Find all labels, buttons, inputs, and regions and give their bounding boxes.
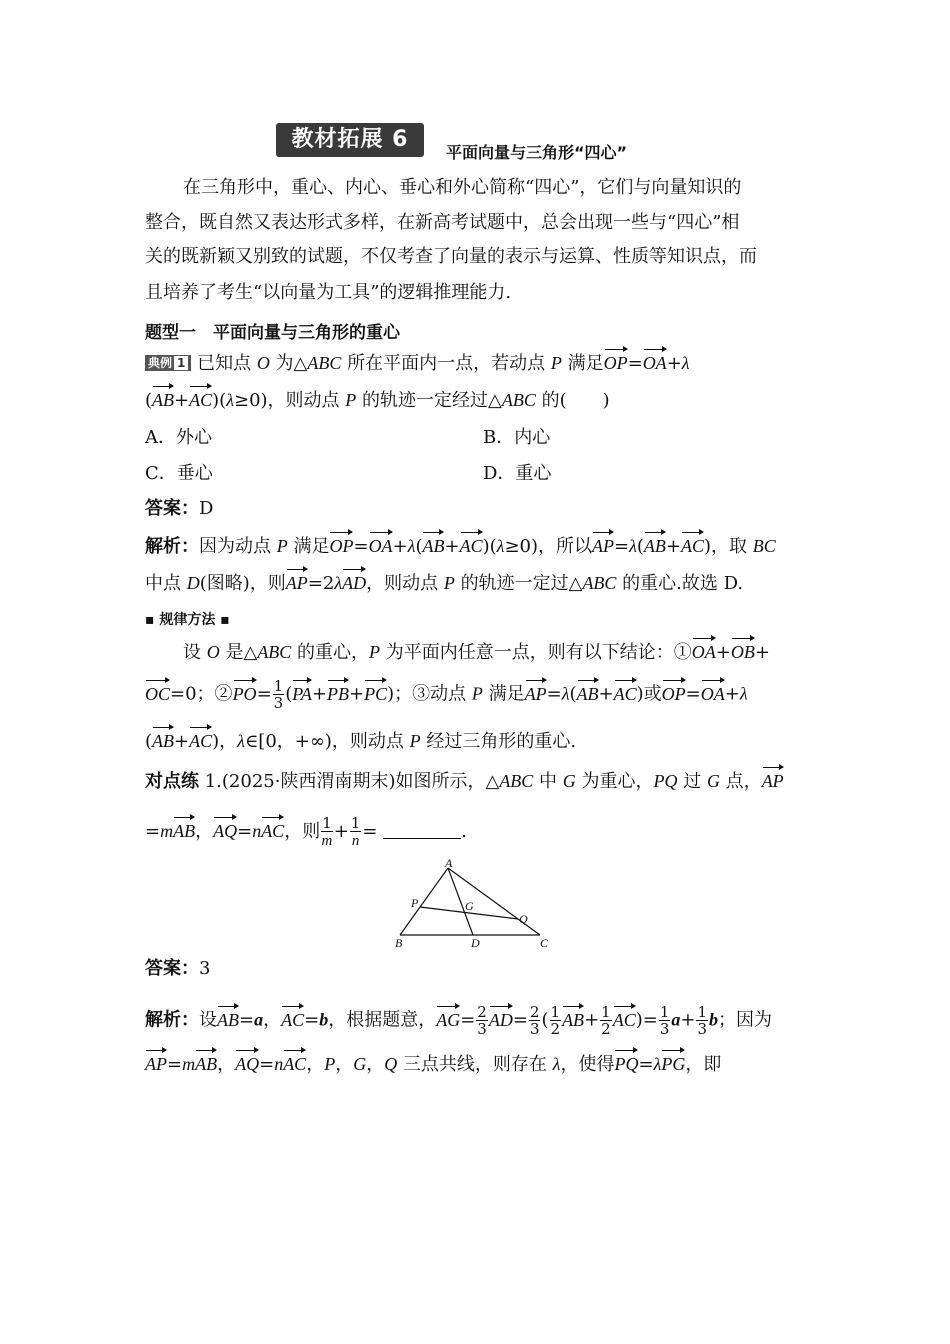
example-tag: 典例 1 <box>145 355 191 371</box>
exercise-analysis-line-1: 解析：设AB=a，AC=b，根据题意，AG= $\frac{2}{3}$ AD= $\frac{2}{3}$ ( $\frac{1}{2}$ AB+ $\frac{1}{2}$ AC)= $\frac{1}{3}$ a+ $\frac{1}{3}$ b；因为 <box>145 1003 773 1038</box>
method-line-1: 设 O 是△ABC 的重心，P 为平面内任意一点，则有以下结论：①OA+OB+ <box>183 642 770 663</box>
exercise-line-1: 对点练 1.(2025·陕西渭南期末)如图所示，△ABC 中 G 为重心，PQ 过 G 点，AP <box>145 771 784 792</box>
example-1-question-line-2: (AB+AC)(λ≥0)，则动点 P 的轨迹一定经过△ABC 的( ) <box>145 390 610 411</box>
intro-line-4: 且培养了考生“以向量为工具”的逻辑推理能力. <box>145 282 512 303</box>
section-title: 平面向量与三角形“四心” <box>446 143 628 162</box>
example-1-analysis-line-1: 解析：因为动点 P 满足OP=OA+λ(AB+AC)(λ≥0)，所以AP=λ(AB+AC)，取 BC <box>145 536 776 557</box>
triangle-figure <box>390 855 560 950</box>
option-a: A．外心 <box>145 427 212 448</box>
label-a: A <box>445 856 453 870</box>
edge-ab <box>400 868 448 935</box>
exercise-analysis-line-2: AP=mAB，AQ=nAC，P，G，Q 三点共线，则存在 λ，使得PQ=λPG，即 <box>145 1054 722 1075</box>
intro-line-2: 整合，既自然又表达形式多样，在新高考试题中，总会出现一些与“四心”相 <box>145 212 740 233</box>
label-g: G <box>465 899 474 913</box>
exercise-answer: 答案：3 <box>145 958 211 979</box>
label-c: C <box>540 936 549 950</box>
example-1-answer: 答案：D <box>145 498 214 519</box>
label-q: Q <box>519 912 528 926</box>
label-d: D <box>471 936 480 950</box>
example-1-analysis-line-2: 中点 D(图略)，则AP=2λAD，则动点 P 的轨迹一定过△ABC 的重心.故选 D. <box>145 573 744 594</box>
option-b: B．内心 <box>483 427 551 448</box>
exercise-line-2: =mAB，AQ=nAC，则 $\frac{1}{m}$ + $\frac{1}{n}$ = . <box>145 814 467 849</box>
answer-blank[interactable] <box>383 822 461 839</box>
method-line-3: (AB+AC)，λ∈[0，+∞)，则动点 P 经过三角形的重心. <box>145 731 577 752</box>
intro-line-1: 在三角形中，重心、内心、垂心和外心简称“四心”，它们与向量知识的 <box>183 177 742 198</box>
option-c: C．垂心 <box>145 463 213 484</box>
method-line-2: OC=0；②PO= $\frac{1}{3}$ (PA+PB+PC)；③动点 P 满足AP=λ(AB+AC)或OP=OA+λ <box>145 677 748 712</box>
label-p: P <box>411 896 419 910</box>
section-badge: 教材拓展 6 <box>276 123 424 157</box>
option-d: D．重心 <box>483 463 552 484</box>
section-heading-1: 题型一 平面向量与三角形的重心 <box>145 323 400 343</box>
intro-line-3: 关的既新颖又别致的试题，不仅考查了向量的表示与运算、性质等知识点，而 <box>145 246 757 267</box>
example-1-question-line-1: 典例 1 已知点 O 为△ABC 所在平面内一点，若动点 P 满足OP=OA+λ <box>145 352 690 375</box>
label-b: B <box>395 936 403 950</box>
method-title: ▪ 规律方法 ▪ <box>145 612 230 628</box>
